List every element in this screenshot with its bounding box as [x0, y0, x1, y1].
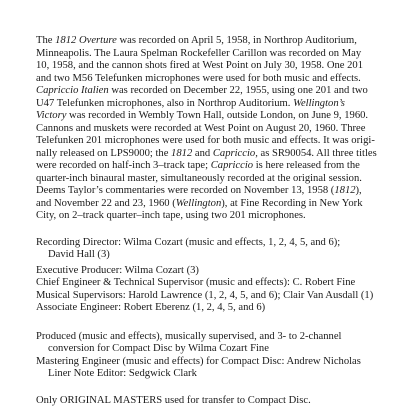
production-line: Produced (music and effects), musically supervised, and 3- to 2-channel [36, 330, 342, 342]
liner-notes-page [36, 35, 380, 407]
paragraph-line: U47 Telefunken microphones, also in Northrop Auditorium. Wellington’s [36, 97, 345, 109]
paragraph-line: were recorded on half-inch 3–track tape; Capriccio is here released from the [36, 160, 360, 171]
production-line: Liner Note Editor: Sedgwick Clark [48, 368, 197, 379]
paragraph-line: quarter-inch binaural master, simultaneously recorded at the original session. [36, 172, 362, 184]
paragraph-line: The 1812 Overture was recorded on April 5, 1958, in Northrop Auditorium, [36, 35, 357, 46]
credit-line: David Hall (3) [48, 249, 110, 260]
production-line: conversion for Compact Disc by Wilma Cozart Fine [48, 343, 269, 354]
paragraph-line: Victory was recorded in Wembly Town Hall, outside London, on June 9, 1960. [36, 110, 369, 121]
italic-title: Wellington’s [293, 97, 345, 109]
italic-title: Victory [36, 110, 67, 121]
italic-title: 1812 Overture [55, 35, 117, 46]
italic-title: 1812 [334, 185, 356, 196]
italic-title: Capriccio [212, 147, 256, 159]
paragraph-line: Minneapolis. The Laura Spelman Rockefeller Carillon was recorded on May [36, 47, 362, 59]
credit-line: Musical Supervisors: Harold Lawrence (1, 2, 4, 5, and 6); Clair Van Ausdall (1) [36, 289, 374, 301]
italic-title: Wellington [175, 197, 222, 209]
recording-history-paragraph [36, 35, 380, 223]
paragraph-line: City, on 2–track quarter–inch tape, using two 201 microphones. [36, 210, 306, 221]
paragraph-line: Cannons and muskets were recorded at West Point on August 20, 1960. Three [36, 122, 366, 134]
closing-line: Only ORIGINAL MASTERS used for transfer to Compact Disc. [36, 394, 311, 406]
credits-list [36, 237, 380, 315]
paragraph-line: nally released on LPS9000; the 1812 and Capriccio, as SR90054. All three titles [36, 147, 377, 159]
production-line: Mastering Engineer (music and effects) for Compact Disc: Andrew Nicholas [36, 355, 361, 367]
paragraph-line: and two M56 Telefunken microphones were used for both music and effects. [36, 72, 361, 84]
paragraph-line: and November 22 and 23, 1960 (Wellington), at Fine Recording in New York [36, 197, 363, 209]
credit-line: Recording Director: Wilma Cozart (music and effects, 1, 2, 4, 5, and 6); [36, 236, 341, 248]
credit-line: Associate Engineer: Robert Eberenz (1, 2, 4, 5, and 6) [36, 302, 266, 313]
production-credits [36, 331, 380, 381]
paragraph-line: 10, 1958, and the cannon shots fired at West Point on July 30, 1958. One 201 [36, 60, 364, 71]
closing-note [36, 395, 380, 408]
italic-title: 1812 [171, 147, 193, 159]
credit-line: Chief Engineer & Technical Supervisor (music and effects): C. Robert Fine [36, 277, 356, 288]
paragraph-line: Deems Taylor’s commentaries were recorded on November 13, 1958 (1812), [36, 185, 362, 196]
paragraph-line: Capriccio Italien was recorded on December 22, 1955, using one 201 and two [36, 85, 368, 96]
paragraph-line: Telefunken 201 microphones were used for both music and effects. It was origi- [36, 135, 375, 146]
credit-line: Executive Producer: Wilma Cozart (3) [36, 264, 199, 276]
italic-title: Capriccio [210, 160, 254, 171]
italic-title: Capriccio Italien [36, 85, 109, 96]
